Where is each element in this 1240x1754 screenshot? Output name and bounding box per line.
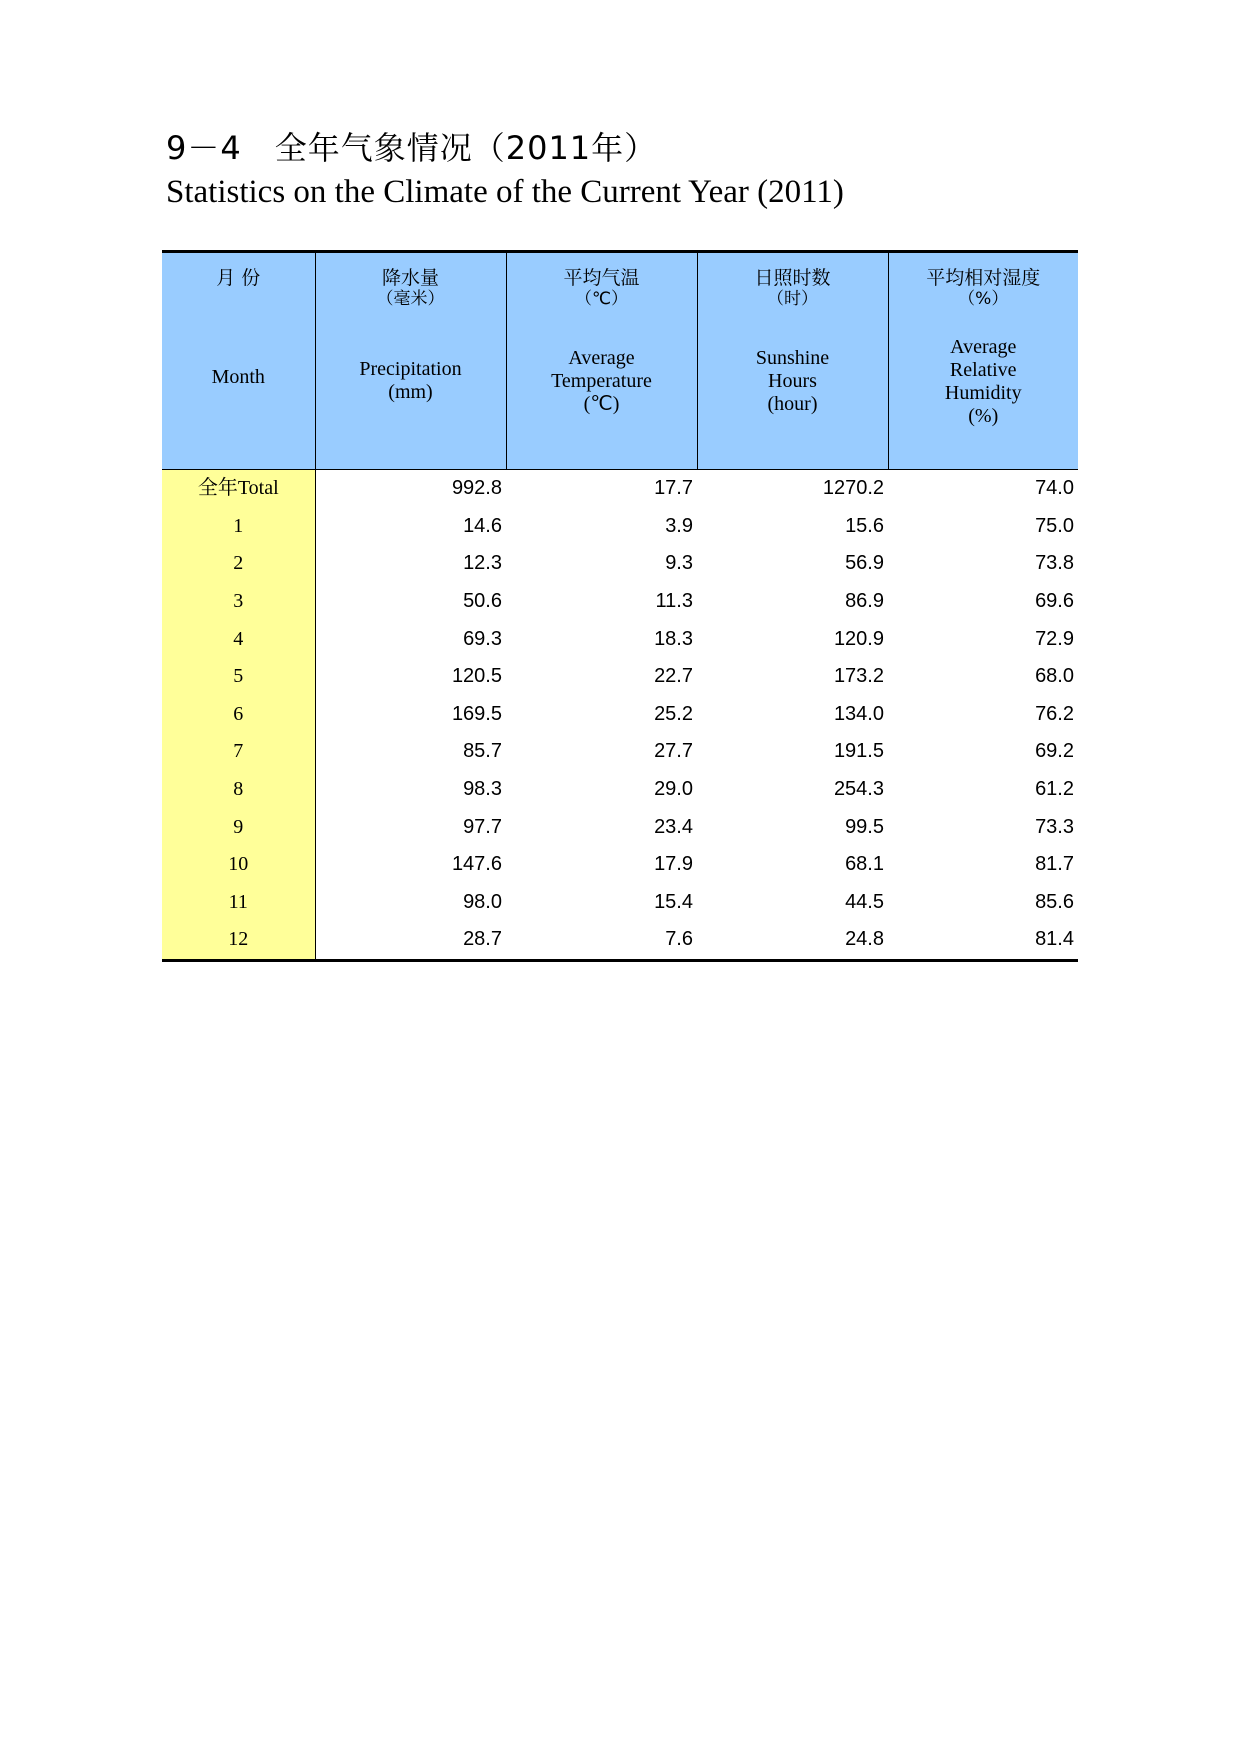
temperature-cell: 9.3 [665,552,693,575]
climate-table-container [162,250,1078,962]
humidity-cell: 69.6 [1035,590,1074,613]
table-body [162,470,1078,961]
month-cell: 6 [162,696,315,734]
table-row [162,808,1078,846]
header-sunshine-en-line: Hours [768,370,817,392]
humidity-cell: 72.9 [1035,627,1074,650]
header-precipitation-cn-unit: （毫米） [376,289,445,309]
table-row [162,658,1078,696]
header-humidity-en-line: Relative [949,359,1017,381]
temperature-cell: 17.9 [654,853,693,876]
table-row [162,696,1078,734]
temperature-cell: 29.0 [654,778,693,801]
header-humidity-cn [889,267,1079,309]
sunshine-cell: 120.9 [833,627,884,650]
header-month-en [162,366,315,389]
title-english: Statistics on the Climate of the Current Year (2011) [166,174,844,210]
temperature-cell: 15.4 [654,890,693,913]
month-cell: 5 [162,658,315,696]
precipitation-cell: 85.7 [463,740,502,763]
header-sunshine-cn-label: 日照时数 [754,267,831,289]
month-cell: 3 [162,583,315,621]
sunshine-cell: 68.1 [845,853,884,876]
precipitation-cell: 97.7 [463,815,502,838]
table-row [162,733,1078,771]
humidity-cell: 85.6 [1035,890,1074,913]
month-cell: 12 [162,921,315,960]
humidity-cell: 75.0 [1035,514,1074,537]
precipitation-cell: 992.8 [451,477,502,500]
month-cell: 2 [162,545,315,583]
precipitation-cell: 28.7 [315,921,506,960]
header-precipitation [315,252,506,470]
table-row [162,620,1078,658]
header-temperature-en-line: (℃) [583,393,620,415]
sunshine-cell: 24.8 [697,921,888,960]
temperature-cell: 22.7 [654,665,693,688]
month-cell: 4 [162,620,315,658]
humidity-cell: 61.2 [1035,778,1074,801]
month-cell: 10 [162,846,315,884]
header-humidity-en-line: Average [950,336,1017,358]
table-row-total [162,470,1078,508]
header-month-en-line: Month [211,366,265,388]
header-precipitation-cn [316,267,506,309]
temperature-cell: 7.6 [506,921,697,960]
sunshine-cell: 86.9 [845,590,884,613]
temperature-cell: 18.3 [654,627,693,650]
precipitation-cell: 98.0 [463,890,502,913]
temperature-cell: 3.9 [665,514,693,537]
table-row [162,583,1078,621]
sunshine-cell: 191.5 [833,740,884,763]
header-humidity-cn-unit: （%） [958,289,1009,309]
month-cell: 7 [162,733,315,771]
header-humidity-en-line: (%) [968,405,999,427]
header-month [162,252,315,470]
temperature-cell: 27.7 [654,740,693,763]
table-row [162,771,1078,809]
table-row [162,884,1078,922]
header-month-cn-label: 月 份 [216,267,261,289]
header-sunshine-en-line: Sunshine [755,347,830,369]
precipitation-cell: 147.6 [451,853,502,876]
precipitation-cell: 50.6 [463,590,502,613]
precipitation-cell: 12.3 [463,552,502,575]
month-cell: 11 [162,884,315,922]
header-row [162,252,1078,470]
header-sunshine-cn [698,267,888,309]
header-sunshine-en [698,347,888,416]
humidity-cell: 68.0 [1035,665,1074,688]
table-row [162,921,1078,960]
title-chinese: 9－4 全年气象情况（2011年） [166,129,658,167]
humidity-cell: 69.2 [1035,740,1074,763]
header-precipitation-cn-label: 降水量 [381,267,439,289]
header-temperature-cn-unit: （℃） [574,289,629,309]
temperature-cell: 23.4 [654,815,693,838]
header-humidity-en-line: Humidity [944,382,1022,404]
header-temperature-en-line: Temperature [551,370,652,392]
humidity-cell: 73.3 [1035,815,1074,838]
month-cell: 9 [162,808,315,846]
month-cell: 1 [162,508,315,546]
humidity-cell: 81.4 [888,921,1078,960]
header-humidity-cn-label: 平均相对湿度 [926,267,1041,289]
sunshine-cell: 173.2 [833,665,884,688]
header-temperature-cn-label: 平均气温 [563,267,640,289]
header-temperature-en [507,347,697,416]
temperature-cell: 11.3 [655,590,693,613]
humidity-cell: 74.0 [1035,477,1074,500]
precipitation-cell: 98.3 [463,778,502,801]
header-sunshine-cn-unit: （时） [767,289,818,309]
sunshine-cell: 1270.2 [822,477,884,500]
humidity-cell: 81.7 [1035,853,1074,876]
humidity-cell: 76.2 [1035,702,1074,725]
temperature-cell: 25.2 [654,702,693,725]
month-cell: 8 [162,771,315,809]
header-month-cn [162,267,315,289]
header-humidity-en [889,336,1079,428]
precipitation-cell: 120.5 [451,665,502,688]
temperature-cell: 17.7 [654,477,693,500]
header-humidity [888,252,1078,470]
header-sunshine [697,252,888,470]
table-row [162,846,1078,884]
month-cell: 全年Total [162,470,315,508]
sunshine-cell: 56.9 [845,552,884,575]
sunshine-cell: 134.0 [833,702,884,725]
header-temperature-cn [507,267,697,309]
table-row [162,508,1078,546]
table-row [162,545,1078,583]
humidity-cell: 73.8 [1035,552,1074,575]
header-precipitation-en-line: Precipitation [359,358,462,380]
sunshine-cell: 15.6 [845,514,884,537]
precipitation-cell: 169.5 [451,702,502,725]
sunshine-cell: 44.5 [845,890,884,913]
climate-table [162,250,1078,962]
header-precipitation-en [316,358,506,404]
header-temperature [506,252,697,470]
precipitation-cell: 14.6 [463,514,502,537]
header-sunshine-en-line: (hour) [767,393,818,415]
header-precipitation-en-line: (mm) [388,381,433,403]
sunshine-cell: 99.5 [845,815,884,838]
sunshine-cell: 254.3 [833,778,884,801]
precipitation-cell: 69.3 [463,627,502,650]
header-temperature-en-line: Average [568,347,635,369]
